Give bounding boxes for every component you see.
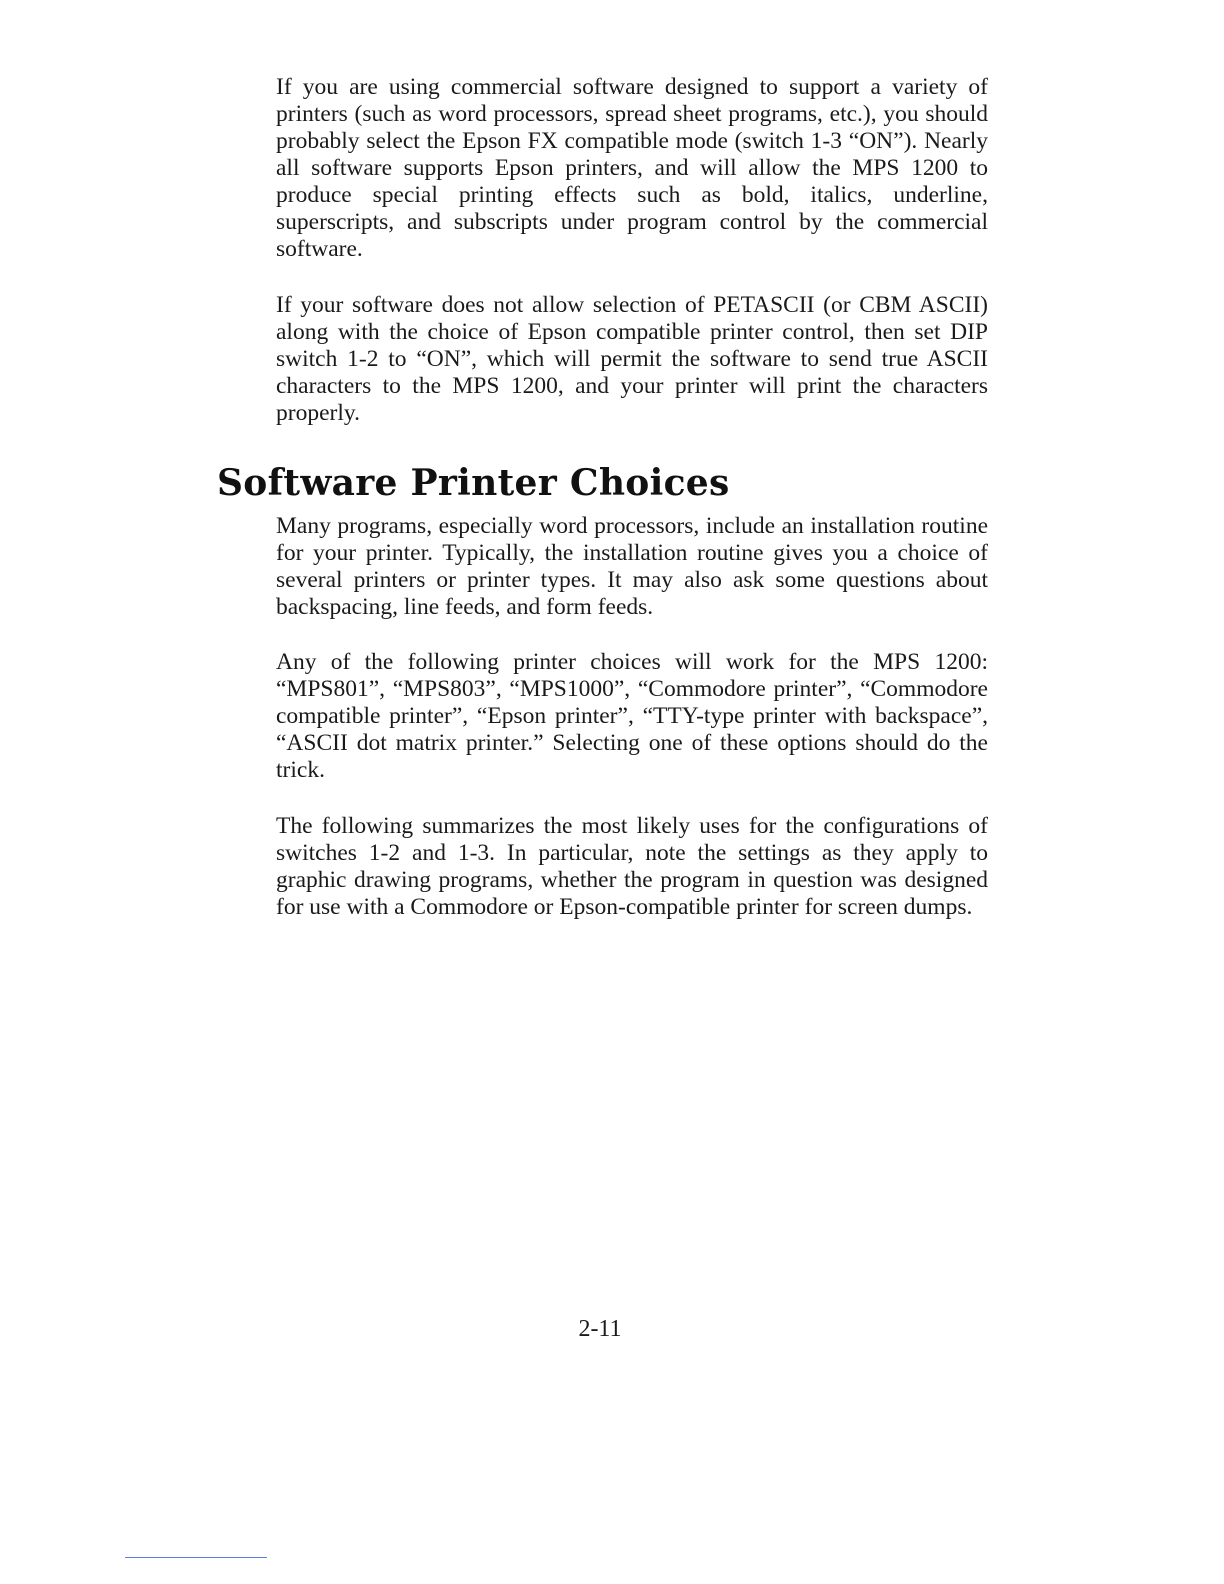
paragraph-epson-mode: If you are using commercial software designed to support a variety of printers (such as word processors, spread sheet programs, etc.), you should probably select the Epson FX compatible mode (switch 1-3 “ON”). Nearly all software supports Epson printers, and will allow the MPS 1200 to produce special printing effects such as bold, italics, underline, superscripts, and subscripts under program control by the commercial software. [276,74,988,262]
paragraph-petascii: If your software does not allow selection of PETASCII (or CBM ASCII) along with the choice of Epson compatible printer control, then set DIP switch 1-2 to “ON”, which will permit the software to send true ASCII characters to the MPS 1200, and your printer will print the characters properly. [276,292,988,426]
section-heading: Software Printer Choices [217,462,730,504]
paragraph-printer-choices: Any of the following printer choices will work for the MPS 1200: “MPS801”, “MPS803”, “MPS1000”, “Commodore printer”, “Commodore compatible printer”, “Epson printer”, “TTY-type printer with backspace”, “ASCII dot matrix printer.” Selecting one of these options should do the trick. [276,649,988,783]
bottom-divider [125,1557,267,1558]
paragraph-switch-summary: The following summarizes the most likely uses for the configurations of switches 1-2 and 1-3. In particular, note the settings as they apply to graphic drawing programs, whether the program in question was designed for use with a Commodore or Epson-compatible printer for screen dumps. [276,813,988,920]
paragraph-installation-routine: Many programs, especially word processors, include an installation routine for your printer. Typically, the installation routine gives you a choice of several printers or printer types. It may also ask some questions about backspacing, line feeds, and form feeds. [276,513,988,620]
page-number: 2-11 [578,1316,622,1342]
